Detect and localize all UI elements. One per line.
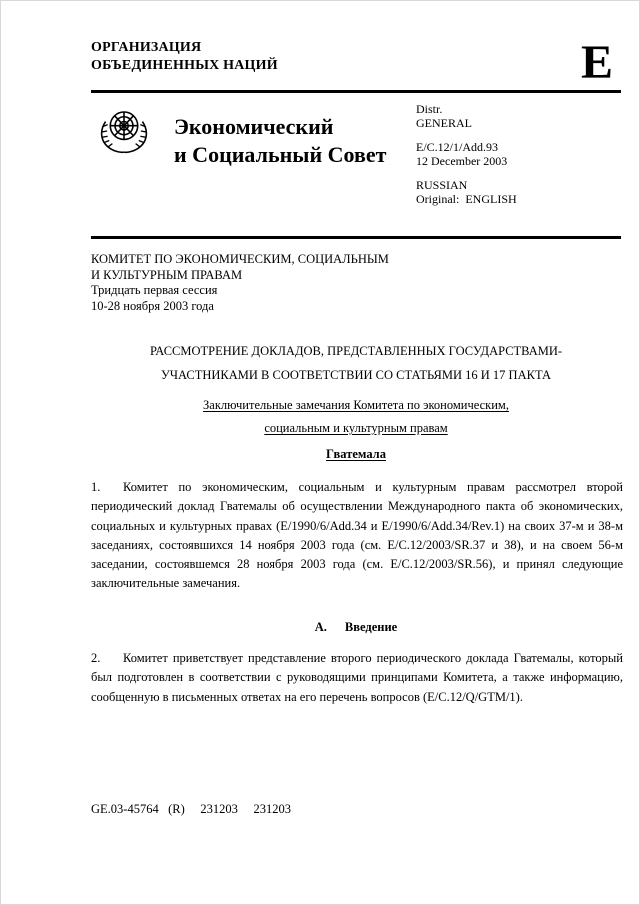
doc-symbol: E/C.12/1/Add.93 [416, 140, 499, 154]
section-a-label: Введение [344, 620, 398, 634]
document-subtitle-line2: социальным и культурным правам [264, 421, 448, 435]
paragraph-2-text: Комитет приветствует представление второго периодического доклада Гватемалы, который был подготовлен в соответствии с руководящими принципами Комитета, а также информацию, сообщенную в письменных ответах на его перечень вопросов (E/C.12/Q/GTM/1). [91, 651, 623, 704]
country-heading [91, 447, 621, 462]
section-a-number: A. [314, 620, 327, 634]
doc-original-language: Original: ENGLISH [416, 191, 517, 206]
footer-reference: GE.03-45764 (R) 231203 231203 [91, 802, 291, 816]
session-dates: 10-28 ноября 2003 года [91, 298, 214, 313]
paragraph-2-number: 2. [91, 651, 101, 665]
paragraph-1-text: Комитет по экономическим, социальным и культурным правам рассмотрел второй периодический доклад Гватемалы об осуществлении Международного пакта об экономических, социальных и культурных правах (E/1990/6/Add.34 и E/1990/6/Add.34/Rev.1) на своих 37-м и 38-м заседаниях, состоявшихся 14 ноября 2003 года (см. E/C.12/2003/SR.37 и 38), и на своем 56-м заседании, состоявшемся 28 ноября 2003 года (см. E/C.12/2003/SR.56), и принял следующие заключительные замечания. [91, 480, 623, 591]
document-title-line2: УЧАСТНИКАМИ В СООТВЕТСТВИИ СО СТАТЬЯМИ 16 И 17 ПАКТА [161, 368, 551, 382]
committee-name-line2: И КУЛЬТУРНЫМ ПРАВАМ [91, 267, 243, 282]
horizontal-rule-middle [91, 236, 621, 239]
country-name: Гватемала [326, 447, 386, 461]
horizontal-rule-top [91, 90, 621, 93]
distr-label: Distr. [416, 102, 443, 116]
doc-series-letter: E [581, 36, 614, 89]
un-emblem-icon [95, 102, 153, 160]
paragraph-2 [91, 649, 623, 707]
section-a-heading [91, 620, 621, 635]
doc-date: 12 December 2003 [416, 153, 508, 168]
doc-language: RUSSIAN [416, 178, 468, 192]
paragraph-1-number: 1. [91, 480, 101, 494]
document-title [91, 339, 621, 387]
document-title-line1: РАССМОТРЕНИЕ ДОКЛАДОВ, ПРЕДСТАВЛЕННЫХ ГОСУДАРСТВАМИ- [149, 344, 563, 358]
council-title [174, 113, 386, 169]
document-subtitle [91, 394, 621, 440]
org-name-line1: ОРГАНИЗАЦИЯ [91, 40, 202, 55]
document-subtitle-line1: Заключительные замечания Комитета по экономическим, [203, 398, 509, 412]
committee-name-line1: КОМИТЕТ ПО ЭКОНОМИЧЕСКИМ, СОЦИАЛЬНЫМ [91, 252, 389, 266]
distribution-block [416, 103, 517, 206]
session-number: Тридцать первая сессия [91, 283, 218, 297]
council-title-line1: Экономический [174, 114, 334, 139]
session-block [91, 252, 389, 314]
org-name-line2: ОБЪЕДИНЕННЫХ НАЦИЙ [91, 58, 278, 73]
paragraph-1 [91, 478, 623, 594]
council-title-line2: и Социальный Совет [174, 142, 387, 167]
org-name [91, 39, 278, 75]
distr-value: GENERAL [416, 115, 472, 130]
